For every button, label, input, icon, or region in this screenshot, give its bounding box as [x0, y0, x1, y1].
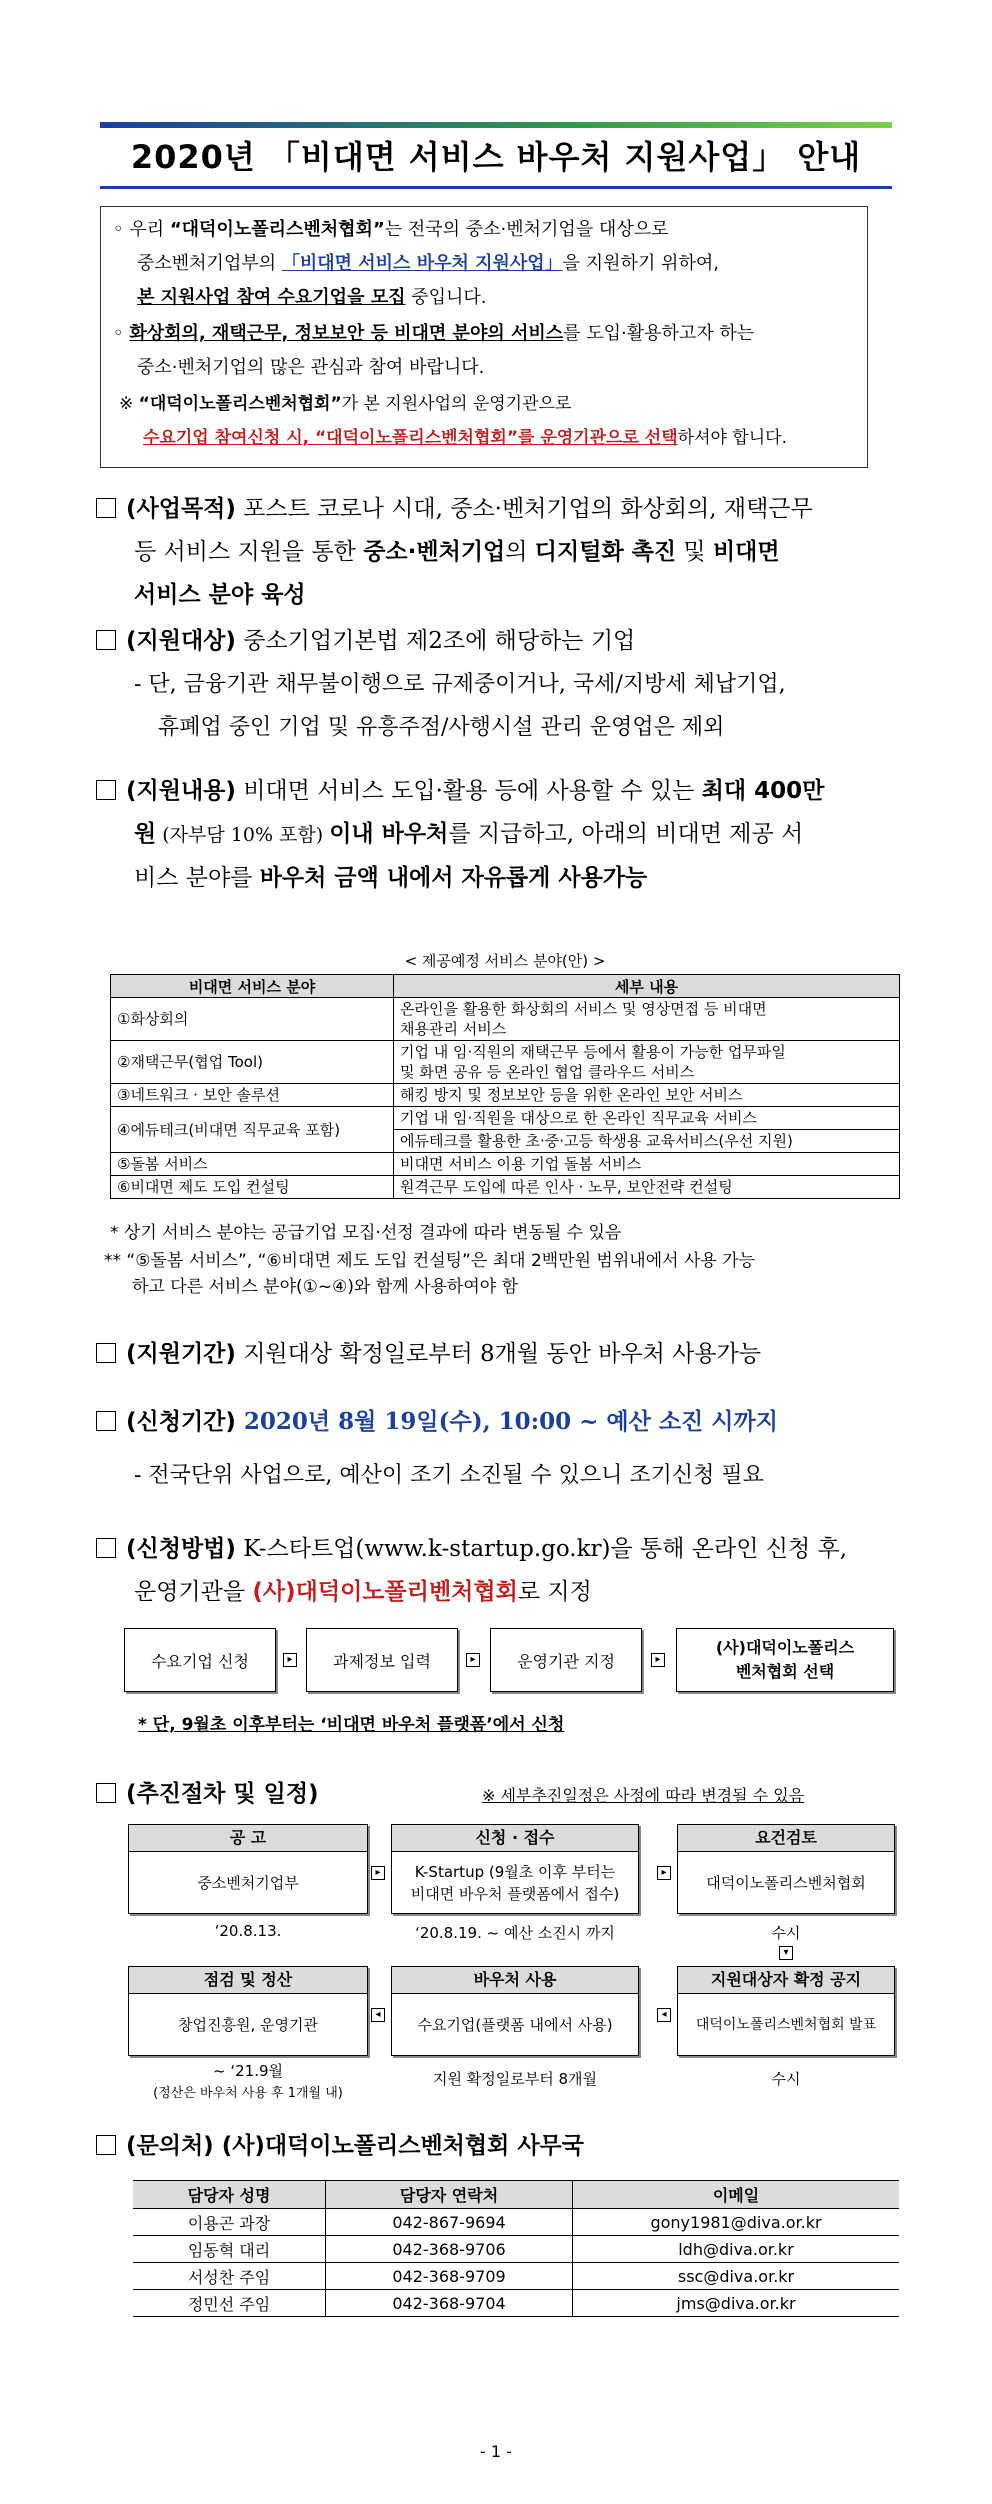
service-note: * 상기 서비스 분야는 공급기업 모집·선정 결과에 따라 변동될 수 있음: [110, 1223, 622, 1243]
table-header: 담당자 연락처: [326, 2181, 573, 2209]
arrow-left-icon: ◂: [371, 2008, 385, 2022]
section-text: 서비스 분야 육성: [134, 582, 306, 608]
process-card-announce: [128, 1824, 368, 1914]
service-note: 하고 다른 서비스 분야(①~④)와 함께 사용하여야 함: [132, 1277, 519, 1297]
contact-email: ssc@diva.or.kr: [573, 2263, 900, 2290]
card-date: ‘20.8.19. ~ 예산 소진시 까지: [415, 1924, 615, 1942]
page-title: 2020년 「비대면 서비스 바우처 지원사업」 안내: [130, 138, 862, 176]
card-body: 대덕이노폴리스벤처협회: [706, 1874, 866, 1892]
table-cell: [394, 998, 900, 1041]
arrow-left-icon: ◂: [657, 2008, 671, 2022]
section-text: 로 지정: [517, 1579, 592, 1605]
contact-phone: 042-368-9706: [326, 2236, 573, 2263]
intro-text: ◦: [113, 323, 130, 344]
contact-name: 서성찬 주임: [133, 2263, 326, 2290]
section-contact: [96, 2125, 916, 2168]
section-text: 디지털화 촉진: [534, 539, 677, 565]
flow-step-1: 수요기업 신청: [124, 1628, 276, 1692]
flow-step-line: (사)대덕이노폴리스: [715, 1638, 855, 1657]
cell-line: 에듀테크를 활용한 초·중·고등 학생용 교육서비스(우선 지원): [400, 1132, 793, 1150]
checkbox-icon: [96, 1343, 116, 1363]
section-text: 바우처 금액 내에서 자유롭게 사용가능: [259, 865, 648, 891]
section-text: 이내 바우처: [329, 821, 449, 847]
section-text: 운영기관을: [134, 1579, 253, 1605]
intro-org: “대덕이노폴리스벤처협회”: [169, 219, 385, 240]
intro-text: 중소·벤처기업의 많은 관심과 참여 바랍니다.: [137, 357, 485, 378]
contact-email: jms@diva.or.kr: [573, 2290, 900, 2317]
intro-program: 「비대면 서비스 바우처 지원사업」: [281, 253, 563, 274]
arrow-right-icon: ▸: [466, 1653, 480, 1667]
section-heading: (지원기간): [126, 1341, 236, 1367]
intro-text: 중입니다.: [405, 287, 487, 308]
checkbox-icon: [96, 1783, 116, 1803]
section-target: [96, 620, 916, 749]
table-row: [133, 2236, 899, 2263]
table-row: [111, 1153, 900, 1176]
card-body: 중소벤처기업부: [197, 1874, 299, 1892]
section-text: 비대면 서비스 도입·활용 등에 사용할 수 있는: [235, 778, 702, 804]
section-text: 비대면: [712, 539, 780, 565]
card-date: 수시: [771, 2070, 801, 2088]
intro-box: [100, 206, 868, 468]
intro-warning: 수요기업 참여신청 시, “대덕이노폴리스벤처협회”를 운영기관으로 선택: [143, 428, 678, 448]
table-row: [111, 1084, 900, 1107]
arrow-right-icon: ▸: [657, 1866, 671, 1880]
section-heading: (신청방법): [126, 1536, 236, 1562]
contact-name: 정민선 주임: [133, 2290, 326, 2317]
service-note: ** “⑤돌봄 서비스”, “⑥비대면 제도 도입 컨설팅”은 최대 2백만원 범위내에서 사용 가능: [104, 1251, 756, 1271]
card-date: 지원 확정일로부터 8개월: [433, 2070, 597, 2088]
table-cell: ①화상회의: [111, 998, 394, 1041]
table-cell: ⑤돌봄 서비스: [111, 1153, 394, 1176]
section-heading: (사업목적): [126, 496, 236, 522]
intro-note-mark: ※: [119, 394, 139, 414]
title-top-rule: [100, 122, 892, 128]
contact-phone: 042-368-9704: [326, 2290, 573, 2317]
table-header: 담당자 성명: [133, 2181, 326, 2209]
section-heading: (지원대상): [126, 628, 236, 654]
table-cell: 원격근무 도입에 따른 인사 · 노무, 보안전략 컨설팅: [394, 1176, 900, 1199]
table-row: [133, 2290, 899, 2317]
intro-text: 하셔야 합니다.: [677, 428, 787, 448]
table-header: 이메일: [573, 2181, 900, 2209]
contact-phone: 042-368-9709: [326, 2263, 573, 2290]
table-cell: ④에듀테크(비대면 직무교육 포함): [111, 1107, 394, 1153]
table-cell: ②재택근무(협업 Tool): [111, 1041, 394, 1084]
flow-step-4: [676, 1628, 894, 1692]
card-head: 점검 및 정산: [129, 1967, 367, 1994]
card-body: 수요기업(플랫폼 내에서 사용): [417, 2016, 613, 2034]
table-row: [111, 1041, 900, 1084]
section-text: K-스타트업(www.k-startup.go.kr)을 통해 온라인 신청 후,: [235, 1536, 848, 1562]
card-date: ‘20.8.13.: [214, 1922, 282, 1940]
section-text: 지원대상 확정일로부터 8개월 동안 바우처 사용가능: [235, 1341, 761, 1367]
process-card-review: [677, 1824, 895, 1914]
section-text: 를 지급하고, 아래의 비대면 제공 서: [448, 821, 804, 847]
contact-name: 이용곤 과장: [133, 2209, 326, 2236]
arrow-right-icon: ▸: [283, 1653, 297, 1667]
checkbox-icon: [96, 630, 116, 650]
section-heading: (지원내용): [126, 778, 236, 804]
table-cell: [394, 1107, 900, 1153]
contact-table: [133, 2180, 899, 2317]
table-cell: 해킹 방지 및 정보보안 등을 위한 온라인 보안 서비스: [394, 1084, 900, 1107]
process-card-settle: [128, 1966, 368, 2056]
table-cell: ③네트워크 · 보안 솔루션: [111, 1084, 394, 1107]
section-heading: (추진절차 및 일정): [126, 1781, 319, 1807]
flow-step-3: 운영기관 지정: [490, 1628, 642, 1692]
process-card-confirm: [677, 1966, 895, 2056]
section-text: 중소기업기본법 제2조에 해당하는 기업: [235, 628, 636, 654]
section-heading: (문의처): [126, 2133, 214, 2159]
section-text: 원: [134, 821, 157, 847]
section-text: 등 서비스 지원을 통한: [134, 539, 364, 565]
table-header: 세부 내용: [394, 975, 900, 998]
section-content: [96, 770, 916, 900]
intro-text: 는 전국의 중소·벤처기업을 대상으로: [384, 219, 669, 240]
section-text: 포스트 코로나 시대, 중소·벤처기업의 화상회의, 재택근무: [235, 496, 813, 522]
card-date: ~ ‘21.9월: [213, 2062, 283, 2080]
card-head: 요건검토: [678, 1825, 894, 1852]
card-date-note: (정산은 바우처 사용 후 1개월 내): [153, 2086, 343, 2101]
section-subtext: 휴폐업 중인 기업 및 유흥주점/사행시설 관리 운영업은 제외: [158, 715, 725, 740]
intro-text: 중소벤처기업부의: [137, 253, 282, 274]
cell-line: 기업 내 임·직원의 재택근무 등에서 활용이 가능한 업무파일: [400, 1043, 786, 1061]
intro-text: ◦ 우리: [113, 219, 170, 240]
schedule-note: ※ 세부추진일정은 사정에 따라 변경될 수 있음: [482, 1786, 805, 1805]
table-row: [111, 998, 900, 1041]
card-head: 신청 · 접수: [392, 1825, 638, 1852]
intro-text: 를 도입·활용하고자 하는: [563, 323, 755, 344]
section-text: 2020년 8월 19일(수), 10:00 ~ 예산 소진 시까지: [235, 1408, 778, 1435]
flow-step-line: 벤처협회 선택: [735, 1662, 835, 1681]
section-text: 중소·벤처기업: [363, 539, 506, 565]
checkbox-icon: [96, 1411, 116, 1431]
page-number: - 1 -: [480, 2442, 512, 2461]
table-row: [133, 2263, 899, 2290]
table-row: [133, 2209, 899, 2236]
section-method: [96, 1528, 916, 1614]
card-head: 지원대상자 확정 공지: [678, 1967, 894, 1994]
card-body: K-Startup (9월초 이후 부터는: [414, 1863, 616, 1881]
process-card-apply: [391, 1824, 639, 1914]
table-cell: 비대면 서비스 이용 기업 돌봄 서비스: [394, 1153, 900, 1176]
service-table-caption: < 제공예정 서비스 분야(안) >: [404, 952, 606, 970]
section-heading: (신청기간): [126, 1409, 236, 1435]
intro-services: 화상회의, 재택근무, 정보보안 등 비대면 분야의 서비스: [129, 323, 564, 344]
card-body: 대덕이노폴리스벤처협회 발표: [695, 2017, 877, 2033]
table-cell: [394, 1041, 900, 1084]
cell-line: 온라인을 활용한 화상회의 서비스 및 영상면접 등 비대면: [400, 1000, 767, 1018]
process-card-use: [391, 1966, 639, 2056]
card-head: 바우처 사용: [392, 1967, 638, 1994]
cell-line: 기업 내 임·직원을 대상으로 한 온라인 직무교육 서비스: [394, 1107, 899, 1130]
table-cell: ⑥비대면 제도 도입 컨설팅: [111, 1176, 394, 1199]
intro-org: “대덕이노폴리스벤처협회”: [138, 394, 342, 414]
section-text: (사)대덕이노폴리스벤처협회 사무국: [213, 2133, 584, 2159]
table-row: [111, 1176, 900, 1199]
card-body: 비대면 바우처 플랫폼에서 접수): [410, 1885, 620, 1903]
service-table: [110, 974, 900, 1199]
intro-recruit: 본 지원사업 참여 수요기업을 모집: [137, 287, 406, 308]
section-period: [96, 1333, 916, 1376]
table-header: 비대면 서비스 분야: [111, 975, 394, 998]
flow-note: * 단, 9월초 이후부터는 ‘비대면 바우처 플랫폼’에서 신청: [138, 1715, 565, 1735]
arrow-right-icon: ▸: [371, 1866, 385, 1880]
section-text: 의: [505, 539, 535, 565]
table-row: [111, 1107, 900, 1153]
contact-email: gony1981@diva.or.kr: [573, 2209, 900, 2236]
contact-phone: 042-867-9694: [326, 2209, 573, 2236]
section-text: 최대 400만: [701, 778, 825, 804]
checkbox-icon: [96, 780, 116, 800]
section-apply-period: [96, 1400, 916, 1497]
contact-email: ldh@diva.or.kr: [573, 2236, 900, 2263]
section-subtext: - 전국단위 사업으로, 예산이 조기 소진될 수 있으니 조기신청 필요: [134, 1463, 764, 1488]
card-body: 창업진흥원, 운영기관: [178, 2016, 318, 2034]
cell-line: 채용관리 서비스: [400, 1020, 507, 1038]
arrow-down-icon: ▾: [779, 1946, 793, 1960]
intro-text: 가 본 지원사업의 운영기관으로: [341, 394, 572, 414]
intro-text: 을 지원하기 위하여,: [562, 253, 719, 274]
section-subtext: - 단, 금융기관 채무불이행으로 규제중이거나, 국세/지방세 체납기업,: [134, 672, 786, 697]
section-text: (사)대덕이노폴리벤처협회: [252, 1579, 518, 1605]
section-text: 비스 분야를: [134, 865, 260, 891]
contact-name: 임동혁 대리: [133, 2236, 326, 2263]
cell-line: 및 화면 공유 등 온라인 협업 클라우드 서비스: [400, 1063, 695, 1081]
card-head: 공 고: [129, 1825, 367, 1852]
title-bottom-rule: [100, 186, 892, 189]
arrow-right-icon: ▸: [651, 1653, 665, 1667]
flow-step-2: 과제정보 입력: [306, 1628, 458, 1692]
section-text: (자부담 10% 포함): [156, 824, 330, 846]
section-purpose: [96, 488, 916, 617]
checkbox-icon: [96, 1538, 116, 1558]
checkbox-icon: [96, 2135, 116, 2155]
checkbox-icon: [96, 498, 116, 518]
card-date: 수시: [771, 1924, 801, 1942]
section-text: 및: [676, 539, 713, 565]
